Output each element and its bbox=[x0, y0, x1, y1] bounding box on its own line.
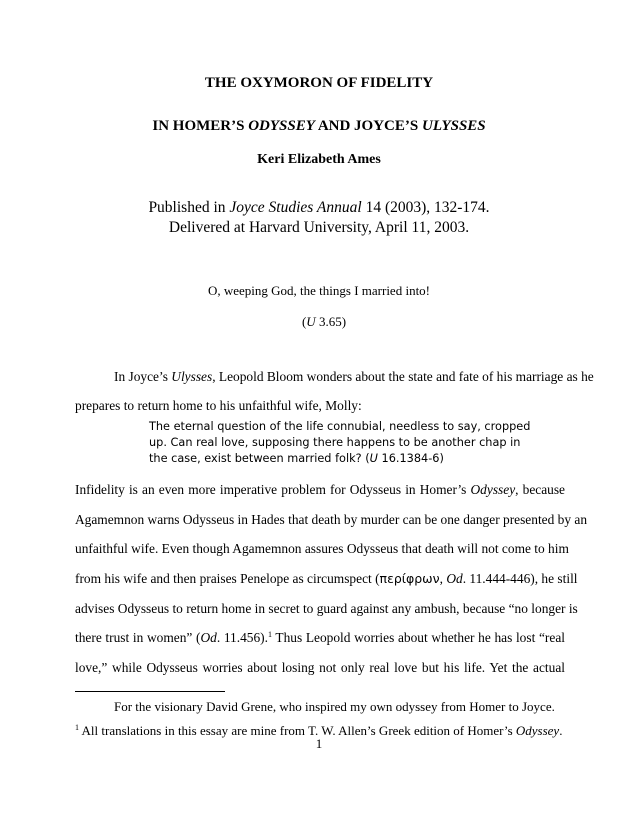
italic-odyssey: Odyssey bbox=[470, 482, 516, 497]
footnote-number: 1 bbox=[75, 723, 79, 732]
delivered-info: Delivered at Harvard University, April 11, 2003. bbox=[168, 219, 470, 236]
body-text: , because bbox=[515, 482, 565, 497]
block-quote-line: The eternal question of the life connubial, needless to say, cropped bbox=[149, 420, 531, 433]
cite-text: 3.65) bbox=[315, 314, 347, 329]
body-text: Thus Leopold worries about whether he has lost “real bbox=[271, 630, 565, 645]
bq-text: 16.1384-6) bbox=[377, 452, 444, 465]
body-line: unfaithful wife. Even though Agamemnon assures Odysseus that death will not come to him bbox=[75, 541, 569, 556]
pub-text: 14 (2003), 132-174. bbox=[361, 199, 490, 216]
journal-name: Joyce Studies Annual bbox=[229, 199, 362, 216]
body-text: In Joyce’s bbox=[114, 369, 172, 384]
body-line: prepares to return home to his unfaithful wife, Molly: bbox=[75, 398, 362, 413]
epigraph-citation bbox=[0, 314, 638, 330]
body-text: , bbox=[439, 571, 447, 586]
footnote-text: . bbox=[559, 723, 563, 738]
italic-ulysses: Ulysses bbox=[171, 369, 213, 384]
title-text: IN HOMER’S bbox=[152, 118, 249, 134]
body-line: love,” while Odysseus worries about losing not only real love but his life. Yet the actual bbox=[75, 660, 565, 675]
page-number: 1 bbox=[315, 736, 323, 751]
footnote-text: All translations in this essay are mine from T. W. Allen’s Greek edition of Homer’s bbox=[79, 723, 516, 738]
greek-word: περίφρων bbox=[379, 571, 440, 586]
italic-od: Od bbox=[200, 630, 217, 645]
publication-info bbox=[0, 199, 638, 217]
body-line bbox=[75, 482, 565, 498]
body-line: Agamemnon warns Odysseus in Hades that death by murder can be one danger presented by an bbox=[75, 512, 588, 527]
footnote-odyssey: Odyssey bbox=[515, 723, 560, 738]
body-text: , Leopold Bloom wonders about the state and fate of his marriage as he bbox=[212, 369, 594, 384]
paper-title-line2 bbox=[0, 118, 638, 135]
body-text: Infidelity is an even more imperative problem for Odysseus in Homer’s bbox=[75, 482, 471, 497]
paper-title-line1: THE OXYMORON OF FIDELITY bbox=[204, 75, 434, 91]
body-line bbox=[75, 571, 578, 587]
block-quote-line: up. Can real love, supposing there happens to be another chap in bbox=[149, 436, 521, 449]
italic-od: Od bbox=[446, 571, 463, 586]
footnote-marker: 1 bbox=[267, 630, 272, 639]
cite-u: U bbox=[306, 314, 316, 329]
body-text: there trust in women” ( bbox=[75, 630, 201, 645]
title-text: AND JOYCE’S bbox=[314, 118, 422, 134]
epigraph-quote: O, weeping God, the things I married into! bbox=[207, 283, 431, 298]
body-line: advises Odysseus to return home in secret to guard against any ambush, because “no longer is bbox=[75, 601, 578, 616]
footnote-rule bbox=[75, 691, 225, 692]
title-ulysses: ULYSSES bbox=[422, 118, 486, 134]
body-text: . 11.456). bbox=[216, 630, 268, 645]
body-line bbox=[114, 369, 594, 385]
body-text: from his wife and then praises Penelope as circumspect ( bbox=[75, 571, 380, 586]
author-name: Keri Elizabeth Ames bbox=[257, 152, 381, 167]
bq-text: the case, exist between married folk? ( bbox=[149, 452, 370, 465]
pub-text: Published in bbox=[148, 199, 230, 216]
dedication-note: For the visionary David Grene, who inspired my own odyssey from Homer to Joyce. bbox=[114, 699, 555, 714]
cite-text: ( bbox=[301, 314, 307, 329]
block-quote-line bbox=[149, 452, 509, 465]
title-odyssey: ODYSSEY bbox=[248, 118, 315, 134]
body-text: . 11.444-446), he still bbox=[462, 571, 578, 586]
bq-u: U bbox=[369, 452, 378, 465]
body-line bbox=[75, 630, 565, 646]
